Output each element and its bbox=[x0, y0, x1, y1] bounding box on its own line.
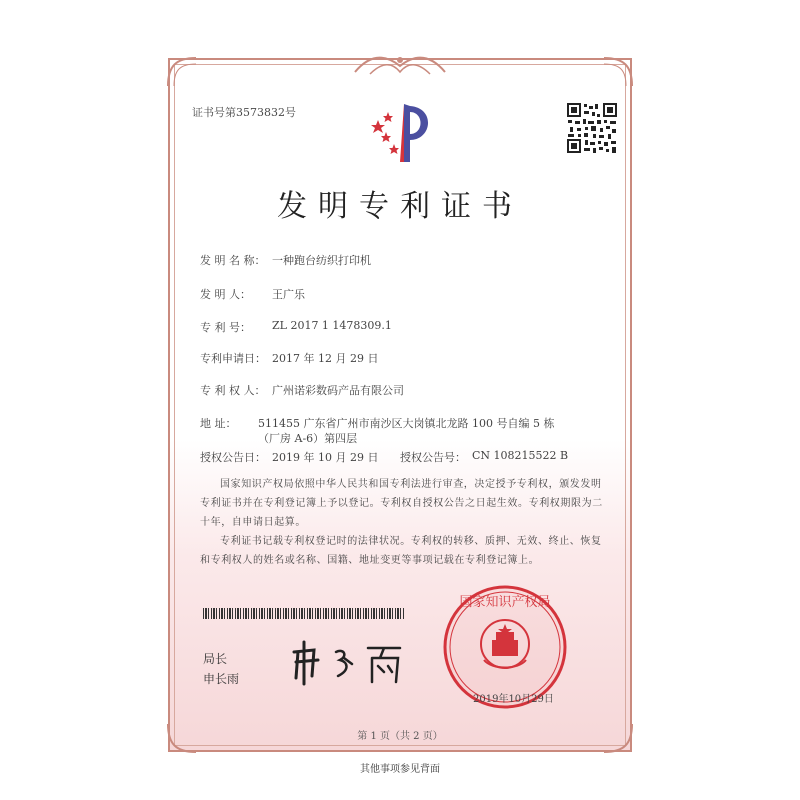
invention-name: 一种跑台纺织打印机 bbox=[272, 254, 371, 267]
barcode-icon bbox=[203, 608, 405, 619]
field-label: 授权公告号： bbox=[400, 451, 466, 464]
field-label: 地 址： bbox=[200, 417, 237, 430]
certificate-number: 证书号第3573832号 bbox=[192, 106, 296, 119]
grant-statement: 国家知识产权局依照中华人民共和国专利法进行审查，决定授予专利权，颁发发明专利证书并在专利登记簿上予以登记。专利权自授权公告之日起生效。专利权期限为二十年，自申请日起算。 bbox=[200, 479, 603, 528]
footer-note: 其他事项参见背面 bbox=[360, 764, 440, 775]
seal-text: 国家知识产权局 bbox=[459, 595, 551, 610]
legal-status-statement: 专利证书记载专利权登记时的法律状况。专利权的转移、质押、无效、终止、恢复和专利权人的姓名或名称、国籍、地址变更等事项记载在专利登记簿上。 bbox=[200, 536, 602, 566]
address-line-2: （厂房 A-6）第四层 bbox=[258, 432, 358, 445]
grant-number: CN 108215522 B bbox=[472, 449, 569, 462]
application-date: 2017 年 12 月 29 日 bbox=[272, 352, 379, 365]
patent-number: ZL 2017 1 1478309.1 bbox=[272, 319, 392, 332]
director-signature-icon bbox=[288, 638, 408, 688]
address-line-1: 511455 广东省广州市南沙区大岗镇北龙路 100 号自编 5 栋 bbox=[258, 417, 555, 430]
field-label: 发 明 人： bbox=[200, 288, 251, 301]
top-ornament-icon bbox=[350, 52, 450, 82]
field-label: 授权公告日： bbox=[200, 451, 266, 464]
page-number: 第 1 页（共 2 页） bbox=[357, 731, 443, 742]
director-title: 局长 bbox=[203, 652, 228, 666]
corner-ornament-icon bbox=[166, 56, 206, 96]
field-label: 专 利 权 人： bbox=[200, 384, 266, 397]
patent-office-logo-icon bbox=[366, 98, 438, 168]
field-label: 发 明 名 称： bbox=[200, 254, 266, 267]
grant-date: 2019 年 10 月 29 日 bbox=[272, 451, 379, 464]
director-name: 申长雨 bbox=[203, 672, 240, 686]
patentee-name: 广州诺彩数码产品有限公司 bbox=[272, 384, 404, 397]
field-label: 专 利 号： bbox=[200, 321, 251, 334]
qr-code-icon bbox=[566, 102, 618, 154]
inventor-name: 王广乐 bbox=[272, 288, 305, 301]
seal-date: 2019年10月29日 bbox=[473, 694, 554, 705]
field-label: 专利申请日： bbox=[200, 352, 266, 365]
certificate-title: 发明专利证书 bbox=[277, 189, 523, 224]
corner-ornament-icon bbox=[594, 56, 634, 96]
